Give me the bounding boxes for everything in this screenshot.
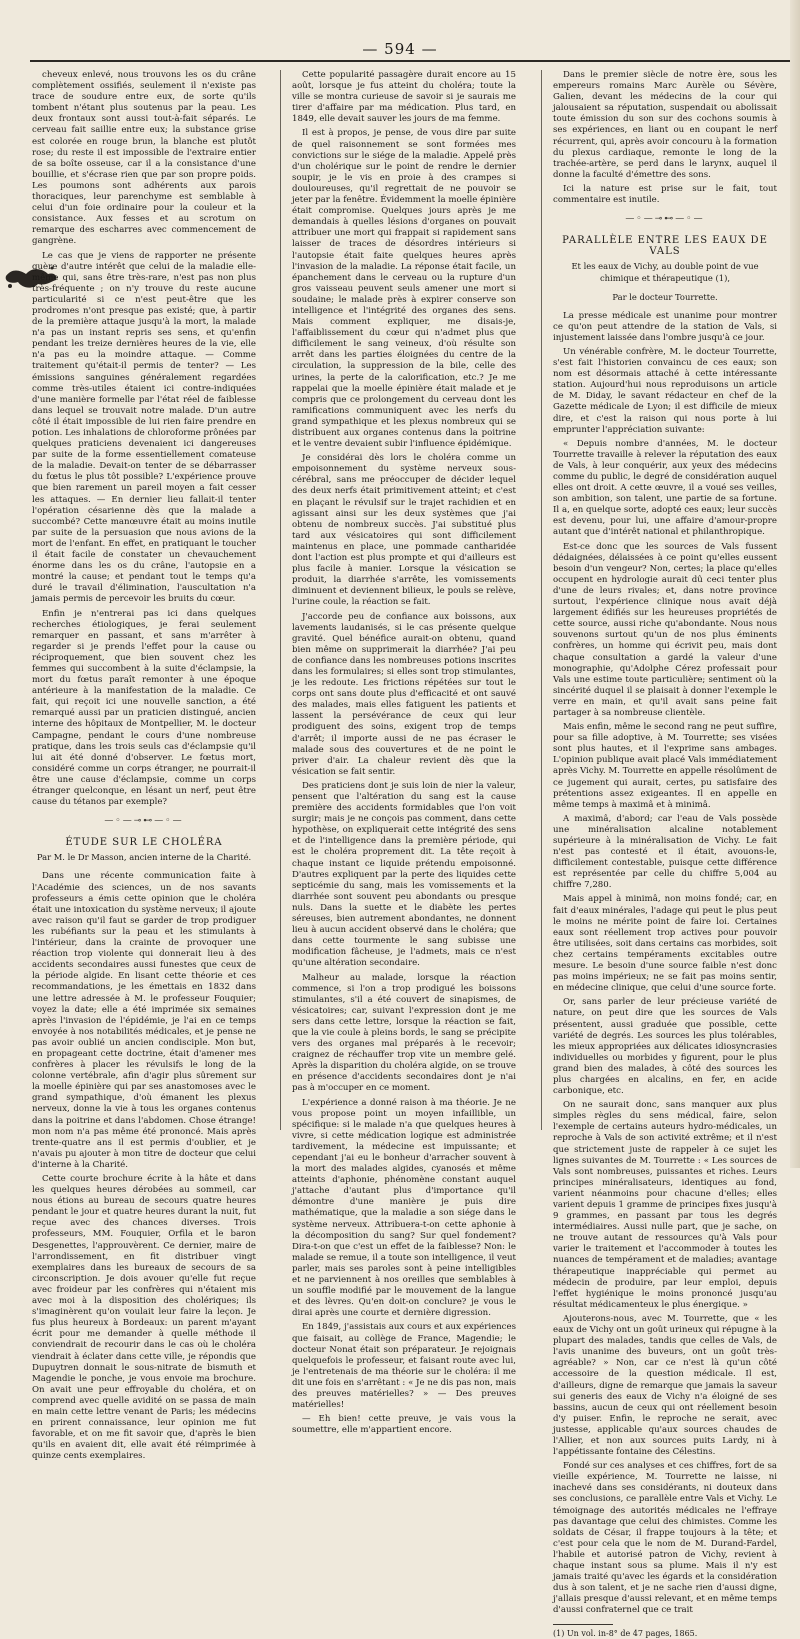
paragraph: Ici la nature est prise sur le fait, tout commentaire est inutile. xyxy=(553,183,777,206)
footnote-rule xyxy=(553,1624,613,1625)
paragraph: Malheur au malade, lorsque la réaction commence, si l'on a trop prodigué les boissons stimulantes, s'il a été couvert de sinapismes, de vésicatoires; car, suivant l'expression dont je me sers dans cette lettre, lorsque la réaction se fait, que la vie coule à pleins bords, le sang se précipite vers des organes mal préparés à le recevoir; craignez de réchauffer trop vite un membre gelé. Après la disparition du choléra algide, on se trouve en présence d'accidents secondaires dont je n'ai pas à m'occuper en ce moment. xyxy=(292,972,516,1094)
column-divider-1 xyxy=(280,70,281,1130)
column-divider-2 xyxy=(541,70,542,1130)
page-number: — 594 — xyxy=(362,40,438,58)
paragraph: Mais enfin, même le second rang ne peut suffire, pour sa fille adoptive, à M. Tourrette; ses visées sont plus hautes, et il l'exprime sans ambages. L'opinion publique avait placé Vals immédiatement après Vichy. M. Tourrette en appelle résolûment de ce jugement qui aurait, certes, pu satisfaire des prétentions assez exigeantes. Il en appelle en même temps à maximâ et à minimâ. xyxy=(553,722,777,810)
paragraph: On ne saurait donc, sans manquer aux plus simples règles du sens médical, faire, selon l'exemple de certains auteurs hydro-médicales, un reproche à Vals de son activité extrême; et il n'est que strictement juste de rappeler à ce sujet les lignes suivantes de M. Tourrette : « Les sources de Vals sont nombreuses, puissantes et riches. Leurs principes minéralisateurs, identiques au fond, varient néanmoins pour chacune d'elles; elles varient depuis 1 gramme de principes fixes jusqu'à 9 grammes, en passant par tous les degrés intermédiaires. Aussi nulle part, que je sache, on ne trouve autant de ressources qu'à Vals pour varier le traitement et l'accommoder à toutes les nuances de tempérament et de maladies; avantage thérapeutique inappréciable qui permet au médecin de produire, par leur emploi, depuis l'effet hygiénique le moins prononcé jusqu'au résultat médicamenteux le plus énergique. » xyxy=(553,1100,777,1310)
article-byline: Par le docteur Tourrette. xyxy=(612,291,718,302)
paragraph: Un vénérable confrère, M. le docteur Tourrette, s'est fait l'historien convaincu de ces eaux; son nom est désormais attaché à cette intéressante station. Aujourd'hui nous reproduisons un article de M. Diday, le savant rédacteur en chef de la Gazette médicale de Lyon; il est difficile de mieux dire, et c'est la raison qui nous porte à lui emprunter l'appréciation suivante: xyxy=(553,346,777,435)
paragraph: « Depuis nombre d'années, M. le docteur Tourrette travaille à relever la réputation des eaux de Vals, à leur conquérir, aux yeux des médecins comme du public, le degré de considération auquel elles ont droit. A cette œuvre, il a voué ses veilles, son ambition, son talent, une partie de sa fortune. Il a, en quelque sorte, adopté ces eaux; leur succès est devenu, pour lui, une affaire d'amour-propre autant que d'intérêt national et philanthropique. xyxy=(553,438,777,538)
paragraph: Des praticiens dont je suis loin de nier la valeur, pensent que l'altération du sang est la cause première des accidents formidables que l'on voit surgir; mais je ne conçois pas comment, dans cette hypothèse, on expliquerait cette intégrité des sens et de l'intelligence dans la première période, qui est le choléra proprement dit. La tête reçoit à chaque instant ce liquide prétendu empoisonné. D'autres expliquent par la perte des liquides cette septicémie du sang, mais les vomissements et la diarrhée sont souvent peu abondants ou presque nuls. Dans la suette et le diabète les pertes séreuses, bien autrement abondantes, ne donnent lieu à aucun accident observé dans le choléra; que dans cette tourmente le sang subisse une modification fâcheuse, je l'admets, mais ce n'est qu'une altération secondaire. xyxy=(292,780,516,969)
column-1 xyxy=(32,70,256,1462)
column-3 xyxy=(553,70,777,1639)
paragraph: Fondé sur ces analyses et ces chiffres, fort de sa vieille expérience, M. Tourrette ne laisse, ni inachevé dans ses considérants, ni douteux dans ses conclusions, ce parallèle entre Vals et Vichy. Le témoignage des autorités médicales ne l'effraye pas davantage que celui des chimistes. Comme les soldats de César, il frappe toujours à la tête; et c'est pour cela que le nom de M. Durand-Fardel, l'habile et autorisé patron de Vichy, revient à chaque instant sous sa plume. Mais il n'y est jamais traité qu'avec les égards et la considération dus à son talent, et je ne sache rien d'aussi digne, j'allais presque d'aussi relevant, et en même temps d'aussi confraternel que ce trait xyxy=(553,1461,777,1616)
paragraph: Cette courte brochure écrite à la hâte et dans les quelques heures dérobées au sommeil, car nous étions au bureau de secours quatre heures pendant le jour et quatre heures durant la nuit, fut reçue avec des chances diverses. Trois professeurs, MM. Fouquier, Orfila et le baron Desgenettes, l'approuvèrent. Ce dernier, maire de l'arrondissement, en fit distribuer vingt exemplaires dans les bureaux de secours de sa circonscription. Je dois avouer qu'elle fut reçue avec froideur par les confrères qui n'étaient mis avec moi à la disposition des cholériques; ils s'imaginèrent qu'on voulait leur faire la leçon. Je fus plus heureux à Bordeaux: un parent m'ayant écrit pour me demander à quelle méthode il conviendrait de recourir dans le cas où le choléra viendrait à éclater dans cette ville, je répondis que Dupuytren donnait le sous-nitrate de bismuth et Magendie le ponche, je vous envoie ma brochure. On avait une peur effroyable du choléra, et on comprend avec quelle avidité on se passa de main en main cette lettre venant de Paris; les médecins en prirent connaissance, leur opinion me fut favorable, et on me fit savoir que, d'après le bien qu'ils en avaient dit, elle avait été réimprimée à quinze cents exemplaires. xyxy=(32,1174,256,1462)
paragraph: Dans une récente communication faite à l'Académie des sciences, un de nos savants professeurs a émis cette opinion que le choléra était une intoxication du système nerveux; il ajoute avec raison qu'il faut se garder de trop prodiguer les rubéfiants sur la peau et les stimulants à l'intérieur, dans la crainte de provoquer une réaction trop violente qui donnerait lieu à des accidents secondaires aussi funestes que ceux de la période algide. En lisant cette théorie et ces recommandations, je les émettais en 1832 dans une lettre adressée à M. le professeur Fouquier; voyez la date; elle a été imprimée six semaines après l'invasion de l'épidémie, je l'ai en ce temps envoyée à nos notabilités médicales, et je pense ne pas avoir oublié un ancien condisciple. Mon but, en propageant cette doctrine, était d'amener mes confrères à placer les révulsifs le long de la colonne vertébrale, afin d'agir plus sûrement sur la moelle épinière qui par ses anastomoses avec le grand sympathique, d'où émanent les plexus nerveux, donne la vie à tous les organes contenus dans la poitrine et dans l'abdomen. Chose étrange! mon nom n'a pas même été prononcé. Mais après trente-quatre ans il est permis d'oublier, et je n'avais pu ajouter à mon titre de docteur que celui d'interne à la Charité. xyxy=(32,871,256,1170)
paragraph: Dans le premier siècle de notre ère, sous les empereurs romains Marc Aurèle ou Sévère, Galien, devant les médecins de la cour qui jalousaient sa réputation, suspendait ou abolissait toute émission du son sur des cochons soumis à ses expériences, en liant ou en coupant le nerf récurrent, qui, après avoir concouru à la formation du plexus cardiaque, remonte le long de la trachée-artère, se perd dans le larynx, auquel il donne la faculté d'émettre des sons. xyxy=(553,70,777,180)
paragraph: Je considérai dès lors le choléra comme un empoisonnement du système nerveux sous-cérébral, sans me préoccuper de décider lequel des deux nerfs était primitivement atteint; et c'est en plaçant le révulsif sur le trajet rachidien et en agissant ainsi sur les deux systèmes que j'ai obtenu de nombreux succès. J'ai substitué plus tard aux vésicatoires qui sont difficilement maintenus en place, une pommade cantharidée dont l'action est plus prompte et qui d'ailleurs est plus facile à manier. Lorsque la vésication se produit, la diarrhée s'arrête, les vomissements diminuent et deviennent bilieux, le pouls se relève, l'urine coule, la réaction se fait. xyxy=(292,453,516,608)
paragraph: A maximâ, d'abord; car l'eau de Vals possède une minéralisation alcaline notablement supérieure à la minéralisation de Vichy. Le fait n'est pas contesté et il était, avouons-le, difficilement contestable, puisque cette différence est représentée par celle du chiffre 5,004 au chiffre 7,280. xyxy=(553,813,777,891)
ornament-divider: —◦—⊸⊷—◦— xyxy=(625,214,705,225)
paragraph: Il est à propos, je pense, de vous dire par suite de quel raisonnement se sont formées mes convictions sur le siége de la maladie. Appelé près d'un cholérique sur le point de rendre le dernier soupir, je le vis en proie à des crampes si douloureuses, qu'il regrettait de ne pouvoir se jeter par la fenêtre. Évidemment la moelle épinière était compromise. Quelques jours après je me demandais à quelles lésions d'organes on pouvait attribuer une mort qui frappait si rapidement sans laisser de traces de désordres intérieurs si l'autopsie était faite quelques heures après l'invasion de la maladie. La réponse était facile, un épanchement dans le cerveau ou la rupture d'un gros vaisseau peuvent seuls amener une mort si soudaine; le malade près à expirer conserve son intelligence et l'intégrité des organes des sens. Mais comment expliquer, me disais-je, l'affaiblissement du cœur qui n'admet plus que difficilement le sang veineux, d'où résulte son arrêt dans les parties éloignées du centre de la circulation, la suppression de la bile, celle des urines, la perte de la calorification, etc.? Je me rappelai que la moelle épinière était malade et je compris que ce prolongement du cerveau dont les ramifications communiquent avec les nerfs du grand sympathique et les plexus nombreux qui se distribuent aux organes contenus dans la poitrine et le ventre devaient subir l'influence épidémique. xyxy=(292,128,516,450)
article-byline: Par M. le Dr Masson, ancien interne de la Charité. xyxy=(36,852,252,863)
paragraph: Cette popularité passagère durait encore au 15 août, lorsque je fus atteint du choléra; toute la ville se montra curieuse de savoir si je saurais me tirer d'affaire par ma médication. Plus tard, en 1849, elle devait sauver les jours de ma femme. xyxy=(292,70,516,125)
page-edge xyxy=(790,0,800,1168)
paragraph: — Eh bien! cette preuve, je vais vous la soumettre, elle m'appartient encore. xyxy=(292,1414,516,1436)
paragraph: La presse médicale est unanime pour montrer ce qu'on peut attendre de la station de Vals, si injustement laissée dans l'ombre jusqu'à ce jour. xyxy=(553,310,777,343)
paragraph: J'accorde peu de confiance aux boissons, aux lavements laudanisés, si le cas présente quelque gravité. Quel bénéfice aurait-on obtenu, quand bien même on supprimerait la diarrhée? J'ai peu de confiance dans les nombreuses potions inscrites dans les formulaires; si elles sont trop stimulantes, je les redoute. Les frictions répétées sur tout le corps ont sans doute plus d'efficacité et ont sauvé des malades, mais elles fatiguent les patients et lassent la persévérance de ceux qui leur prodiguent des soins, exigent trop de temps d'arrêt; il importe aussi de ne pas écraser le malade sous des couvertures et de ne point le priver d'air. La chaleur revient dès que la vésication se fait sentir. xyxy=(292,611,516,777)
paragraph: Enfin je n'entrerai pas ici dans quelques recherches étiologiques, je ferai seulement remarquer en passant, et sans m'arrêter à regarder si je prends l'effet pour la cause ou réciproquement, que bien souvent chez les femmes qui succombent à la suite d'éclampsie, la mort du fœtus paraît remonter à une époque antérieure à la manifestation de la maladie. Ce fait, qui reçoit ici une nouvelle sanction, a été remarqué aussi par un praticien distingué, ancien interne des hôpitaux de Montpellier, M. le docteur Campagne, pendant le cours d'une nombreuse pratique, dans les trois seuls cas d'éclampsie qu'il lui ait été donné d'observer. Le fœtus mort, considéré comme un corps étranger, ne pourrait-il être une cause d'éclampsie, comme un corps étranger quelconque, en lésant un nerf, peut être cause du tétanos par exemple? xyxy=(32,608,256,808)
paragraph: Or, sans parler de leur précieuse variété de nature, on peut dire que les sources de Vals présentent, aussi graduée que possible, cette variété de degrés. Les sources les plus tolérables, les mieux appropriées aux délicates idiosyncrasies individuelles ou morbides y figurent, pour le plus grand bien des malades, à côté des sources les plus chargées en alcalins, en fer, en acide carbonique, etc. xyxy=(553,997,777,1097)
ornament-divider: —◦—⊸⊷—◦— xyxy=(104,816,184,827)
paragraph: L'expérience a donné raison à ma théorie. Je ne vous propose point un moyen infaillible, un spécifique: si le malade n'a que quelques heures à vivre, si cette médication logique est administrée tardivement, la médecine est impuissante; et cependant j'ai eu le bonheur d'arracher souvent à la mort des malades algides, cyanosés et même atteints d'aphonie, phénomène constant auquel j'attache d'autant plus d'importance qu'il démontre d'une manière je puis dire mathématique, que la maladie a son siége dans le système nerveux. Attribuera-t-on cette aphonie à la décomposition du sang? Sur quel fondement? Dira-t-on que c'est un effet de la faiblesse? Non: le malade se remue, il a toute son intelligence, il veut parler, mais ses paroles sont à peine intelligibles et ne parviennent à nos oreilles que semblables à un souffle modifié par le mouvement de la langue et des lèvres. Qu'en doit-on conclure? je vous le dirai après une courte et dernière digression. xyxy=(292,1097,516,1319)
article-title: ÉTUDE SUR LE CHOLÉRA xyxy=(65,837,223,849)
column-2 xyxy=(292,70,516,1436)
article-title: PARALLÈLE ENTRE LES EAUX DE VALS xyxy=(562,235,768,258)
article-subtitle: Et les eaux de Vichy, au double point de vue chimique et thérapeutique (1), xyxy=(571,261,759,283)
paragraph: Est-ce donc que les sources de Vals fussent dédaignées, délaissées à ce point qu'elles eussent besoin d'un vengeur? Non, certes; la place qu'elles occupent en hydrologie aurait dû ceci tenter plus d'une de leurs rivales; et, dans notre province surtout, l'expérience clinique nous avait déjà largement édifiés sur les heureuses propriétés de cette source, aussi riche qu'abondante. Nous nous souvenons surtout qu'un de nos plus éminents confrères, un homme qui écrivit peu, mais dont chaque consultation a gardé la valeur d'une monographie, qu'Adolphe Cérez professait pour Vals une estime toute particulière; sentiment où la sincérité duquel il se plaisait à donner l'exemple le verre en main, et qu'il avait sans peine fait partager à sa nombreuse clientèle. xyxy=(553,541,777,718)
paragraph: Mais appel à minimâ, non moins fondé; car, en fait d'eaux minérales, l'adage qui peut le plus peut le moins ne mérite point de faire loi. Certaines eaux sont réellement trop actives pour pouvoir être utilisées, soit dans certains cas morbides, soit chez certains tempéraments excitables outre mesure. Le besoin d'une source faible n'est donc pas moins impérieux; ne se fait pas moins sentir, en médecine clinique, que celui d'une source forte. xyxy=(553,894,777,994)
paragraph: cheveux enlevé, nous trouvons les os du crâne complètement ossifiés, seulement il n'existe pas trace de soudure entre eux, de sorte qu'ils tombent n'étant plus soutenus par la peau. Les deux frontaux sont aussi tout-à-fait séparés. Le cerveau fait saillie entre eux; la substance grise est colorée en rouge brun, la blanche est plutôt rose; du reste il est impossible de l'extraire entier de sa boîte osseuse, car il a la consistance d'une bouillie, et s'écrase rien que par son propre poids. Les poumons sont adhérents aux parois thoraciques, leur parenchyme est semblable à celui d'un foie ordinaire pour la couleur et la consistance. Aux fesses et au scrotum on remarque des escharres avec commencement de gangrène. xyxy=(32,70,256,247)
footnote: (1) Un vol. in-8° de 47 pages, 1865. xyxy=(553,1629,698,1639)
paragraph: Le cas que je viens de rapporter ne présente guère d'autre intérêt que celui de la maladie elle-même qui, sans être très-rare, n'est pas non plus très-fréquente ; on n'y trouve du reste aucune particularité si ce n'est peut-être que les prodromes n'ont presque pas existé; que, à partir de la première attaque jusqu'à la mort, la malade n'a pas un instant repris ses sens, et qu'enfin pendant les treize dernières heures de la vie, elle n'a pas eu la moindre attaque. — Comme traitement qu'était-il permis de tenter? — Les émissions sanguines généralement regardées comme très-utiles étaient ici contre-indiquées d'une manière formelle par l'état réel de faiblesse dans lequel se trouvait notre malade. D'un autre côté il était impossible de lui rien faire prendre en potion. Les inhalations de chloroforme prônées par quelques praticiens devenaient ici dangereuses par suite de la forme essentiellement comateuse de la maladie. Devait-on tenter de se débarrasser du fœtus le plus tôt possible? L'expérience prouve que bien rarement un pareil moyen a fait cesser les attaques. — En dernier lieu fallait-il tenter l'opération césarienne dès que la malade a succombé? Cette manœuvre était au moins inutile par suite de la persuasion que nous avions de la mort de l'enfant. En effet, en pratiquant le toucher il était facile de constater un chevauchement énorme dans les os du crâne, l'autopsie en a montré la cause; et pendant tout le temps qu'a duré le travail d'élimination, l'auscultation n'a jamais permis de percevoir les bruits du cœur. xyxy=(32,250,256,605)
header-rule xyxy=(30,60,790,62)
paragraph: En 1849, j'assistais aux cours et aux expériences que faisait, au collège de France, Magendie; le docteur Nonat était son préparateur. Je rejoignais quelquefois le professeur, et faisant route avec lui, je l'entretenais de ma théorie sur le choléra: il me dit une fois en s'arrêtant : « Je ne dis pas non, mais des preuves matérielles? » — Des preuves matérielles! xyxy=(292,1322,516,1411)
paragraph: Ajouterons-nous, avec M. Tourrette, que « les eaux de Vichy ont un goût urineux qui répugne à la plupart des malades, tandis que celles de Vals, de l'avis unanime des buveurs, ont un goût très-agréable? » Non, car ce n'est là qu'un côté accessoire de la question médicale. Il est, d'ailleurs, digne de remarque que jamais la saveur sui generis des eaux de Vichy n'a éloigné de ses bassins, aucun de ceux qui ont réellement besoin d'y puiser. Enfin, le reproche ne serait, avec justesse, applicable qu'aux sources chaudes de l'Allier, et non aux sources puits Lardy, ni à l'appétissante fontaine des Célestins. xyxy=(553,1313,777,1458)
